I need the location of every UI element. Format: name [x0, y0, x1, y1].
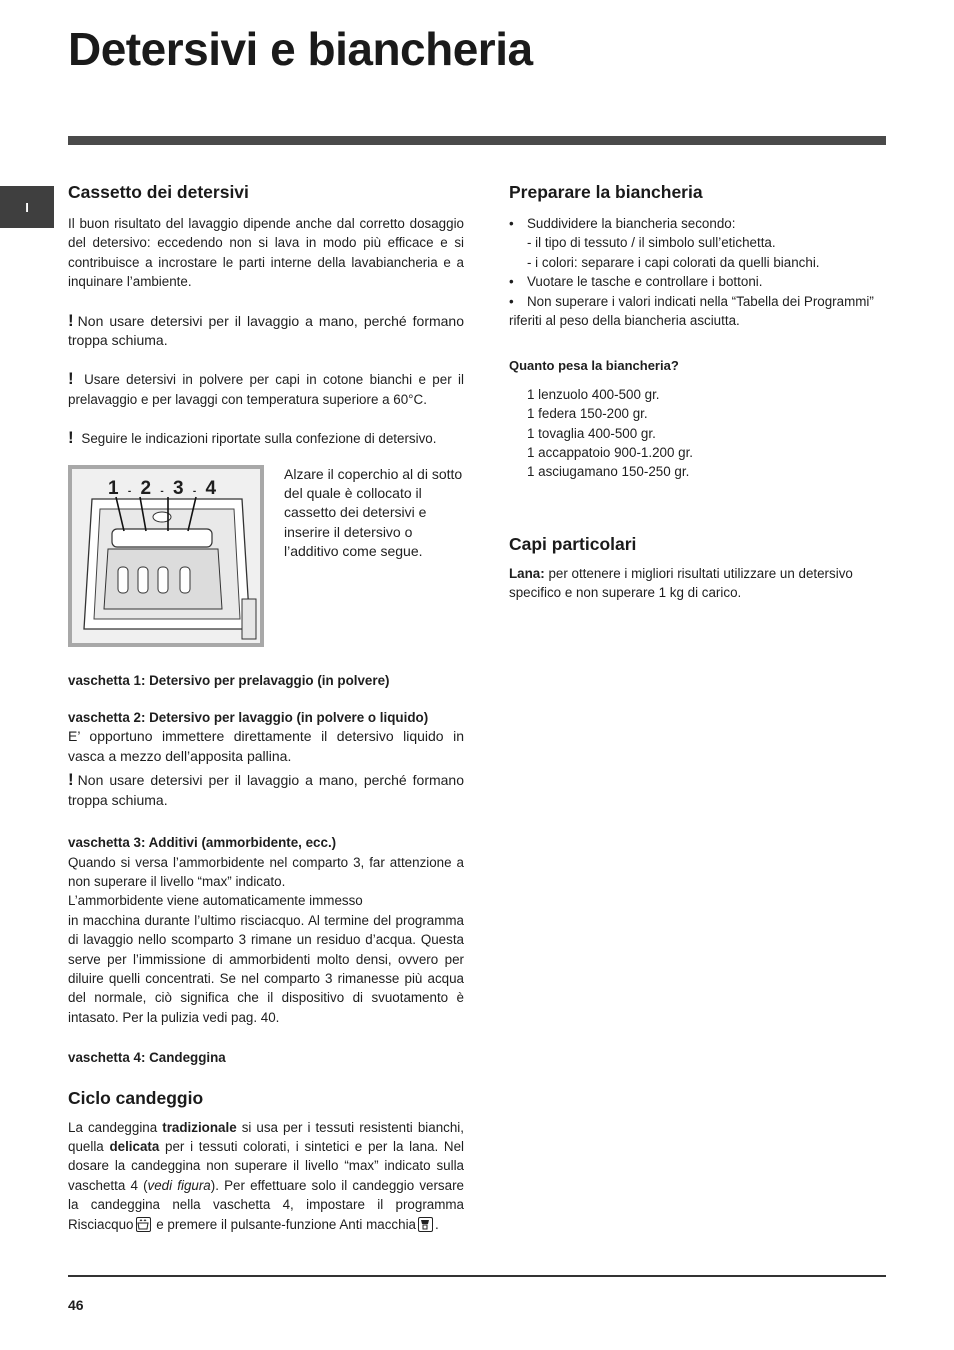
stain-removal-icon: [418, 1217, 433, 1232]
right-column: [509, 180, 887, 603]
exclamation-icon: !: [68, 770, 74, 790]
vaschetta-3-text-1: Quando si versa l’ammorbidente nel comparto 3, far attenzione a non superare il livello “max” indicato.: [68, 854, 464, 889]
figure-label-2: 2: [140, 477, 154, 499]
quanto-heading: Quanto pesa la biancheria?: [509, 358, 679, 374]
figure-caption: Alzare il coperchio al di sotto del quale è collocato il cassetto dei detersivi e inserire il detersivo o l’additivo come segue.: [284, 465, 463, 560]
exclamation-icon: !: [68, 369, 74, 389]
cassetto-intro: Il buon risultato del lavaggio dipende anche dal corretto dosaggio del detersivo: eccedendo non si lava in modo più efficace e si contribuisce a incrostare le parti interne della lavabiancheria e a inquinare l’ambiente.: [68, 216, 464, 290]
vaschetta-2-heading: vaschetta 2: Detersivo per lavaggio (in polvere o liquido): [68, 710, 429, 726]
vaschetta-3-heading: vaschetta 3: Additivi (ammorbidente, ecc.): [68, 835, 337, 851]
list-item: • Vuotare le tasche e controllare i bottoni.: [509, 272, 887, 291]
figure-label-3: 3: [172, 477, 186, 499]
warning-2: ! Usare detersivi in polvere per capi in cotone bianchi e per il prelavaggio e per lavaggi con temperatura superiore a 60°C.: [68, 369, 464, 407]
vaschetta-3-text-2: L’ammorbidente viene automaticamente immesso: [68, 893, 363, 909]
section-heading-cassetto: Cassetto dei detersivi: [68, 182, 249, 202]
figure-label-4: 4: [205, 477, 219, 499]
section-heading-preparare: Preparare la biancheria: [509, 182, 703, 202]
figure-label-1: 1: [108, 477, 121, 499]
page-number: 46: [68, 1297, 84, 1313]
warning-3: ! Seguire le indicazioni riportate sulla confezione di detersivo.: [68, 428, 437, 448]
language-tab: I: [0, 186, 54, 228]
vaschetta-4-heading: vaschetta 4: Candeggina: [68, 1050, 226, 1066]
detergent-drawer-figure: [68, 465, 264, 647]
page-title: Detersivi e biancheria: [68, 23, 533, 75]
exclamation-icon: !: [68, 428, 74, 448]
list-item: • Non superare i valori indicati nella “Tabella dei Programmi” riferiti al peso della biancheria asciutta.: [509, 293, 874, 329]
list-item: 1 accappatoio 900-1.200 gr.: [527, 445, 694, 461]
left-column: [68, 180, 464, 1234]
rinse-program-icon: [136, 1217, 151, 1232]
preparare-list: [509, 214, 887, 330]
section-heading-ciclo: Ciclo candeggio: [68, 1087, 204, 1108]
header-rule: [68, 136, 886, 145]
warning-1: ! Non usare detersivi per il lavaggio a mano, perché formano troppa schiuma.: [68, 310, 464, 349]
list-item: 1 asciugamano 150-250 gr.: [527, 464, 690, 480]
footer-rule: [68, 1275, 886, 1277]
ciclo-text: La candeggina tradizionale si usa per i tessuti resistenti bianchi, quella delicata per i tessuti colorati, i sintetici e per la lana. Nel dosare la candeggina non superare il livello “max” indicato sulla vaschetta 4 (vedi figura). Per effettuare solo il candeggio versare la candeggina nella vaschetta 4, impostare il programma Risciacquo e premere il pulsante-funzione Anti macchia .: [68, 1119, 464, 1232]
exclamation-icon: !: [68, 310, 74, 330]
capi-text: Lana: per ottenere i migliori risultati utilizzare un detersivo specifico e non superare 1 kg di carico.: [509, 565, 853, 601]
list-item: 1 federa 150-200 gr.: [527, 406, 648, 422]
figure-block: [68, 465, 464, 647]
vaschetta-2-text: E’ opportuno immettere direttamente il detersivo liquido in vasca a mezzo dell’apposita pallina.: [68, 728, 464, 764]
weight-list: [509, 385, 887, 482]
vaschetta-2-warning: ! Non usare detersivi per il lavaggio a mano, perché formano troppa schiuma.: [68, 770, 464, 808]
list-item: 1 tovaglia 400-500 gr.: [527, 425, 656, 441]
vaschetta-1-heading: vaschetta 1: Detersivo per prelavaggio (in polvere): [68, 672, 390, 688]
section-heading-capi: Capi particolari: [509, 533, 637, 554]
vaschetta-3-text-3: in macchina durante l’ultimo risciacquo. Al termine del programma di lavaggio nello scomparto 3 rimane un residuo d’acqua. Questa serve per l’immissione di ammorbidenti molto densi, ovvero per diluire quelli concentrati. Se nel comparto 3 rimanesse più acqua del normale, ciò significa che il dispositivo di svuotamento è intasato. Per la pulizia vedi pag. 40.: [68, 912, 464, 1025]
list-item: 1 lenzuolo 400-500 gr.: [527, 386, 660, 402]
figure-numbers: 1 ‐ 2 ‐ 3 ‐ 4: [108, 477, 219, 499]
list-item: • Suddividere la biancheria secondo: - il tipo di tessuto / il simbolo sull’etichetta. - i colori: separare i capi colorati da quelli bianchi.: [509, 214, 887, 272]
